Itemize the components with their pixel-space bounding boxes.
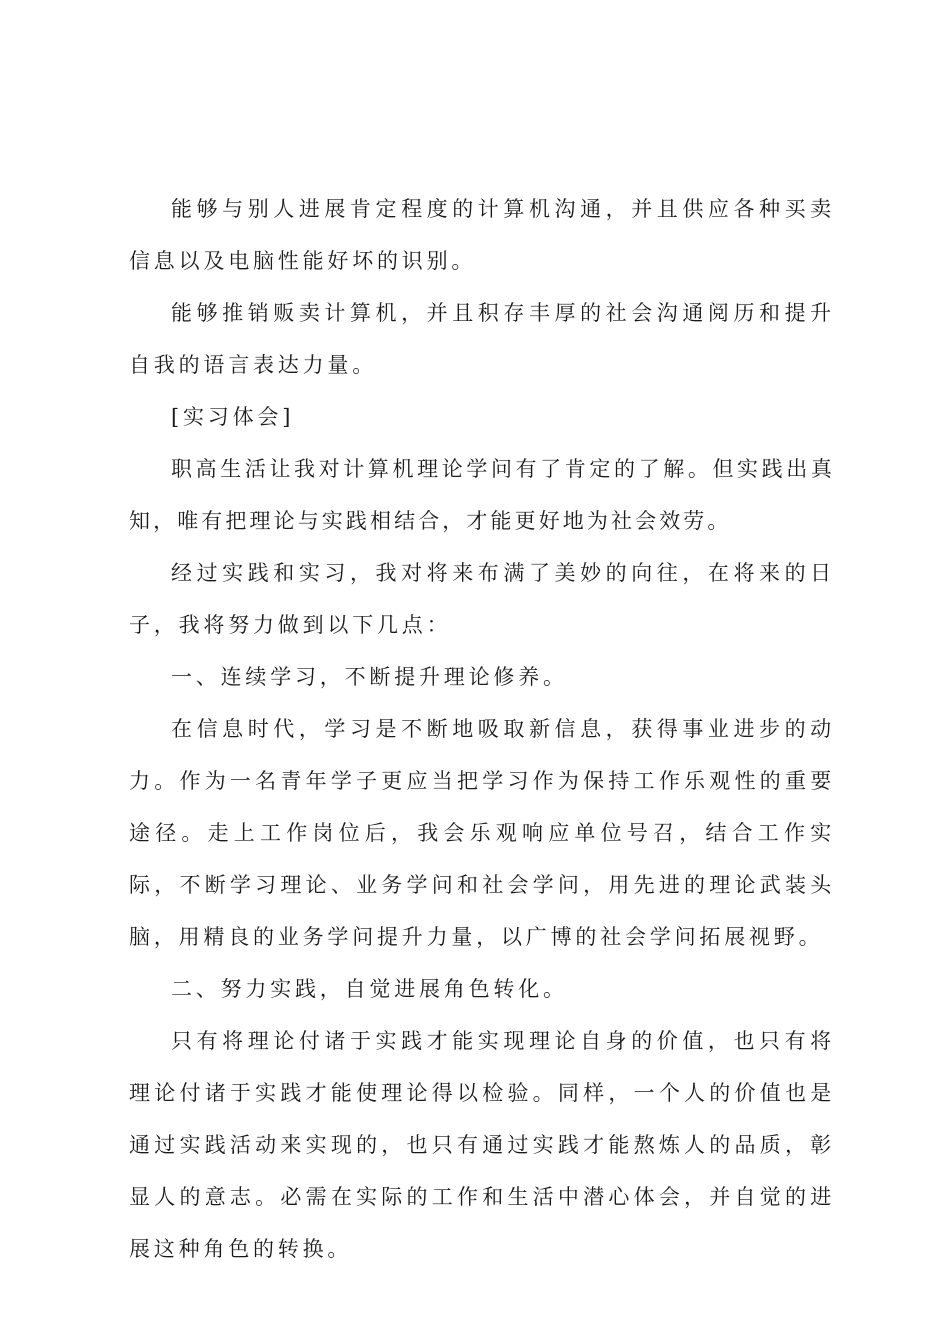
paragraph-computer-sales: 能够推销贩卖计算机，并且积存丰厚的社会沟通阅历和提升自我的语言表达力量。 — [129, 301, 835, 377]
paragraph-future-outlook: 经过实践和实习，我对将来布满了美妙的向往，在将来的日子，我将努力做到以下几点： — [129, 561, 835, 637]
paragraph-computer-communication: 能够与别人进展肯定程度的计算机沟通，并且供应各种买卖信息以及电脑性能好坏的识别。 — [129, 197, 835, 273]
point-two-heading: 二、努力实践，自觉进展角色转化。 — [171, 977, 568, 1001]
point-one-heading: 一、连续学习，不断提升理论修养。 — [171, 665, 568, 689]
paragraph-role-transition: 只有将理论付诸于实践才能实现理论自身的价值，也只有将理论付诸于实践才能使理论得以检验。同样，一个人的价值也是通过实践活动来实现的，也只有通过实践才能熬炼人的品质，彰显人的意志。必需在实际的工作和生活中潜心体会，并自觉的进展这种角色的转换。 — [129, 1029, 835, 1261]
paragraph-theory-and-practice: 职高生活让我对计算机理论学问有了肯定的了解。但实践出真知，唯有把理论与实践相结合，才能更好地为社会效劳。 — [129, 457, 835, 533]
paragraph-continuous-learning: 在信息时代，学习是不断地吸取新信息，获得事业进步的动力。作为一名青年学子更应当把学习作为保持工作乐观性的重要途径。走上工作岗位后，我会乐观响应单位号召，结合工作实际，不断学习理论、业务学问和社会学问，用先进的理论武装头脑，用精良的业务学问提升力量，以广博的社会学问拓展视野。 — [129, 717, 835, 949]
section-heading-internship-experience: [实习体会] — [171, 405, 295, 429]
document-body — [129, 183, 835, 1275]
